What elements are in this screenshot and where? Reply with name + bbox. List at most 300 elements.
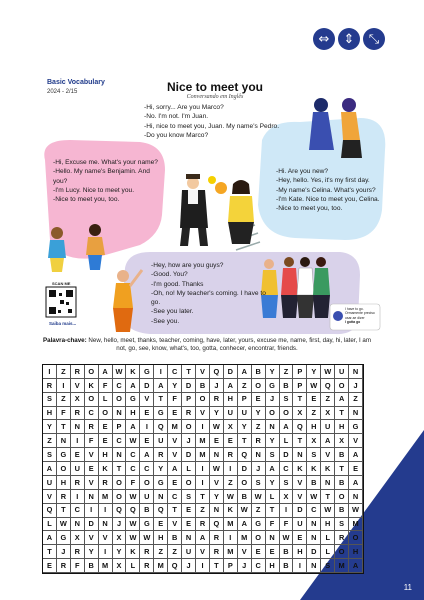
word-search-cell[interactable]: B — [280, 559, 294, 573]
word-search-cell[interactable]: G — [349, 420, 363, 434]
word-search-cell[interactable]: W — [224, 490, 238, 504]
word-search-cell[interactable]: Z — [280, 365, 294, 379]
word-search-cell[interactable]: S — [307, 448, 321, 462]
word-search-cell[interactable]: S — [280, 393, 294, 407]
word-search-cell[interactable]: A — [126, 379, 140, 393]
word-search-cell[interactable]: D — [182, 379, 196, 393]
word-search-cell[interactable]: P — [113, 420, 127, 434]
word-search-cell[interactable]: W — [140, 531, 154, 545]
word-search-cell[interactable]: J — [182, 559, 196, 573]
word-search-cell[interactable]: A — [140, 448, 154, 462]
word-search-cell[interactable]: O — [113, 393, 127, 407]
word-search-cell[interactable]: F — [85, 434, 99, 448]
word-search-cell[interactable]: A — [238, 365, 252, 379]
word-search-cell[interactable]: B — [280, 379, 294, 393]
word-search-cell[interactable]: L — [99, 393, 113, 407]
word-search-cell[interactable]: V — [85, 531, 99, 545]
word-search-cell[interactable]: Z — [349, 393, 363, 407]
word-search-cell[interactable]: Y — [43, 420, 57, 434]
word-search-cell[interactable]: Q — [293, 420, 307, 434]
word-search-cell[interactable]: P — [238, 393, 252, 407]
word-search-cell[interactable]: N — [182, 531, 196, 545]
word-search-cell[interactable]: W — [126, 531, 140, 545]
word-search-cell[interactable]: A — [266, 462, 280, 476]
word-search-cell[interactable]: V — [43, 490, 57, 504]
word-search-cell[interactable]: R — [224, 448, 238, 462]
word-search-cell[interactable]: T — [113, 462, 127, 476]
word-search-cell[interactable]: E — [168, 407, 182, 421]
word-search-cell[interactable]: A — [349, 448, 363, 462]
word-search-cell[interactable]: O — [252, 531, 266, 545]
word-search-cell[interactable]: J — [57, 545, 71, 559]
word-search-cell[interactable]: X — [224, 420, 238, 434]
word-search-cell[interactable]: B — [335, 476, 349, 490]
word-search-cell[interactable]: E — [140, 407, 154, 421]
word-search-cell[interactable]: A — [335, 393, 349, 407]
word-search-cell[interactable]: K — [126, 365, 140, 379]
word-search-cell[interactable]: Y — [238, 420, 252, 434]
word-search-cell[interactable]: K — [321, 462, 335, 476]
word-search-cell[interactable]: D — [293, 504, 307, 518]
word-search-cell[interactable]: T — [238, 434, 252, 448]
word-search-cell[interactable]: U — [321, 420, 335, 434]
word-search-cell[interactable]: A — [43, 462, 57, 476]
word-search-cell[interactable]: A — [196, 531, 210, 545]
word-search-cell[interactable]: I — [196, 462, 210, 476]
word-search-cell[interactable]: W — [210, 462, 224, 476]
word-search-cell[interactable]: R — [85, 420, 99, 434]
word-search-cell[interactable]: T — [266, 504, 280, 518]
word-search-cell[interactable]: U — [293, 518, 307, 532]
word-search-cell[interactable]: B — [85, 559, 99, 573]
word-search-cell[interactable]: M — [99, 490, 113, 504]
word-search-cell[interactable]: I — [293, 559, 307, 573]
word-search-cell[interactable]: W — [321, 365, 335, 379]
word-search-cell[interactable]: V — [293, 476, 307, 490]
diagonal-arrow-icon[interactable]: ⤡ — [363, 28, 385, 50]
word-search-cell[interactable]: C — [280, 462, 294, 476]
word-search-cell[interactable]: R — [57, 559, 71, 573]
word-search-cell[interactable]: W — [126, 434, 140, 448]
word-search-cell[interactable]: R — [182, 407, 196, 421]
word-search-cell[interactable]: D — [307, 545, 321, 559]
word-search-cell[interactable]: N — [266, 531, 280, 545]
word-search-cell[interactable]: B — [335, 448, 349, 462]
word-search-cell[interactable]: T — [57, 504, 71, 518]
word-search-cell[interactable]: C — [126, 462, 140, 476]
word-search-cell[interactable]: N — [85, 490, 99, 504]
up-down-arrow-icon[interactable]: ⇕ — [338, 28, 360, 50]
word-search-cell[interactable]: Q — [154, 420, 168, 434]
word-search-cell[interactable]: U — [154, 434, 168, 448]
word-search-cell[interactable]: D — [85, 518, 99, 532]
word-search-cell[interactable]: I — [43, 365, 57, 379]
word-search-cell[interactable]: G — [252, 518, 266, 532]
word-search-cell[interactable]: P — [224, 559, 238, 573]
word-search-cell[interactable]: C — [71, 504, 85, 518]
word-search-cell[interactable]: E — [154, 518, 168, 532]
word-search-cell[interactable]: R — [43, 379, 57, 393]
word-search-cell[interactable]: Z — [252, 420, 266, 434]
word-search-cell[interactable]: U — [238, 407, 252, 421]
word-search-cell[interactable]: N — [293, 448, 307, 462]
word-search-cell[interactable]: N — [210, 448, 224, 462]
word-search-cell[interactable]: Q — [113, 504, 127, 518]
word-search-cell[interactable]: T — [182, 365, 196, 379]
word-search-cell[interactable]: A — [99, 365, 113, 379]
word-search-cell[interactable]: O — [335, 490, 349, 504]
word-search-cell[interactable]: D — [224, 365, 238, 379]
word-search-cell[interactable]: Y — [85, 545, 99, 559]
word-search-cell[interactable]: I — [224, 462, 238, 476]
word-search-cell[interactable]: I — [196, 420, 210, 434]
word-search-cell[interactable]: V — [349, 434, 363, 448]
word-search-cell[interactable]: T — [154, 393, 168, 407]
word-search-cell[interactable]: A — [43, 531, 57, 545]
word-search-cell[interactable]: E — [224, 434, 238, 448]
word-search-cell[interactable]: R — [210, 531, 224, 545]
word-search-cell[interactable]: V — [168, 448, 182, 462]
word-search-cell[interactable]: J — [266, 393, 280, 407]
word-search-cell[interactable]: T — [196, 490, 210, 504]
word-search-cell[interactable]: O — [335, 545, 349, 559]
word-search-cell[interactable]: V — [321, 448, 335, 462]
word-search-cell[interactable]: Z — [252, 504, 266, 518]
word-search-cell[interactable]: B — [307, 476, 321, 490]
word-search-cell[interactable]: C — [113, 434, 127, 448]
word-search-cell[interactable]: V — [238, 545, 252, 559]
word-search-cell[interactable]: Y — [210, 407, 224, 421]
word-search-cell[interactable]: A — [321, 434, 335, 448]
word-search-cell[interactable]: H — [266, 559, 280, 573]
word-search-cell[interactable]: G — [57, 531, 71, 545]
word-search-cell[interactable]: Z — [196, 504, 210, 518]
word-search-cell[interactable]: U — [140, 490, 154, 504]
word-search-cell[interactable]: U — [335, 365, 349, 379]
word-search-cell[interactable]: O — [85, 393, 99, 407]
word-search-cell[interactable]: E — [99, 420, 113, 434]
word-search-cell[interactable]: N — [349, 490, 363, 504]
word-search-cell[interactable]: C — [307, 504, 321, 518]
qr-caption[interactable]: Saiba mais... — [49, 321, 77, 326]
word-search-cell[interactable]: O — [335, 379, 349, 393]
word-search-cell[interactable]: Z — [154, 545, 168, 559]
word-search-cell[interactable]: R — [140, 559, 154, 573]
word-search-cell[interactable]: V — [210, 476, 224, 490]
word-search-cell[interactable]: R — [210, 545, 224, 559]
word-search-cell[interactable]: G — [154, 407, 168, 421]
word-search-cell[interactable]: V — [99, 531, 113, 545]
word-search-cell[interactable]: O — [57, 462, 71, 476]
word-search-cell[interactable]: Q — [168, 559, 182, 573]
word-search-cell[interactable]: H — [57, 476, 71, 490]
word-search-cell[interactable]: T — [57, 420, 71, 434]
word-search-cell[interactable]: N — [266, 420, 280, 434]
word-search-cell[interactable]: T — [210, 559, 224, 573]
word-search-cell[interactable]: U — [182, 545, 196, 559]
word-search-cell[interactable]: T — [168, 504, 182, 518]
word-search-cell[interactable]: F — [57, 407, 71, 421]
word-search-cell[interactable]: V — [196, 407, 210, 421]
word-search-cell[interactable]: X — [321, 407, 335, 421]
word-search-cell[interactable]: Y — [307, 365, 321, 379]
word-search-cell[interactable]: A — [224, 379, 238, 393]
word-search-cell[interactable]: V — [293, 490, 307, 504]
word-search-cell[interactable]: T — [335, 462, 349, 476]
left-right-arrow-icon[interactable]: ⇔ — [313, 28, 335, 50]
word-search-cell[interactable]: N — [321, 476, 335, 490]
word-search-cell[interactable]: B — [168, 531, 182, 545]
word-search-cell[interactable]: O — [349, 531, 363, 545]
word-search-cell[interactable]: U — [43, 476, 57, 490]
word-search-cell[interactable]: O — [85, 365, 99, 379]
word-search-cell[interactable]: W — [113, 365, 127, 379]
word-search-cell[interactable]: I — [71, 434, 85, 448]
word-search-cell[interactable]: O — [238, 476, 252, 490]
word-search-cell[interactable]: R — [210, 393, 224, 407]
word-search-cell[interactable]: I — [140, 420, 154, 434]
word-search-cell[interactable]: S — [182, 490, 196, 504]
word-search-cell[interactable]: E — [182, 504, 196, 518]
word-search-cell[interactable]: Z — [43, 434, 57, 448]
word-search-cell[interactable]: V — [168, 518, 182, 532]
word-search-cell[interactable]: L — [266, 490, 280, 504]
word-search-cell[interactable]: N — [154, 490, 168, 504]
word-search-cell[interactable]: W — [280, 531, 294, 545]
word-search-cell[interactable]: W — [126, 490, 140, 504]
word-search-cell[interactable]: T — [335, 407, 349, 421]
word-search-cell[interactable]: R — [71, 476, 85, 490]
word-search-cell[interactable]: N — [349, 365, 363, 379]
word-search-cell[interactable]: W — [307, 490, 321, 504]
word-search-cell[interactable]: X — [280, 490, 294, 504]
word-search-cell[interactable]: F — [266, 518, 280, 532]
word-search-cell[interactable]: J — [252, 462, 266, 476]
word-search-cell[interactable]: I — [99, 504, 113, 518]
word-search-cell[interactable]: M — [349, 518, 363, 532]
word-search-cell[interactable]: Y — [266, 434, 280, 448]
word-search-cell[interactable]: M — [196, 434, 210, 448]
word-search-cell[interactable]: X — [113, 559, 127, 573]
word-search-cell[interactable]: C — [85, 407, 99, 421]
word-search-cell[interactable]: G — [140, 518, 154, 532]
word-search-cell[interactable]: V — [196, 365, 210, 379]
word-search-cell[interactable]: K — [224, 504, 238, 518]
word-search-cell[interactable]: H — [99, 448, 113, 462]
word-search-cell[interactable]: W — [210, 420, 224, 434]
word-search-cell[interactable]: G — [140, 365, 154, 379]
word-search-cell[interactable]: R — [196, 518, 210, 532]
word-search-cell[interactable]: E — [168, 476, 182, 490]
word-search-cell[interactable]: Y — [266, 476, 280, 490]
word-search-cell[interactable]: B — [335, 504, 349, 518]
word-search-cell[interactable]: O — [182, 476, 196, 490]
word-search-cell[interactable]: M — [335, 559, 349, 573]
word-search-cell[interactable]: S — [43, 393, 57, 407]
word-search-cell[interactable]: H — [43, 407, 57, 421]
word-search-cell[interactable]: O — [113, 476, 127, 490]
word-search-cell[interactable]: H — [126, 407, 140, 421]
word-search-cell[interactable]: H — [154, 531, 168, 545]
word-search-cell[interactable]: N — [113, 448, 127, 462]
word-search-cell[interactable]: V — [85, 476, 99, 490]
word-search-cell[interactable]: C — [113, 379, 127, 393]
word-search-cell[interactable]: E — [252, 393, 266, 407]
word-search-cell[interactable]: V — [140, 393, 154, 407]
word-search-cell[interactable]: R — [99, 476, 113, 490]
word-search-cell[interactable]: D — [140, 379, 154, 393]
word-search-cell[interactable]: F — [99, 379, 113, 393]
word-search-cell[interactable]: B — [196, 379, 210, 393]
word-search-cell[interactable]: M — [168, 420, 182, 434]
word-search-cell[interactable]: M — [224, 518, 238, 532]
word-search-cell[interactable]: T — [293, 434, 307, 448]
word-search-cell[interactable]: Y — [154, 462, 168, 476]
word-search-cell[interactable]: O — [266, 407, 280, 421]
word-search-cell[interactable]: H — [321, 518, 335, 532]
word-search-cell[interactable]: W — [126, 518, 140, 532]
word-search-cell[interactable]: C — [126, 448, 140, 462]
word-search-cell[interactable]: D — [182, 448, 196, 462]
word-search-cell[interactable]: U — [224, 407, 238, 421]
word-search-cell[interactable]: H — [335, 420, 349, 434]
word-search-cell[interactable]: A — [154, 379, 168, 393]
word-search-cell[interactable]: J — [210, 379, 224, 393]
word-search-cell[interactable]: P — [293, 379, 307, 393]
word-search-cell[interactable]: A — [238, 518, 252, 532]
word-search-cell[interactable]: N — [307, 559, 321, 573]
word-search-cell[interactable]: M — [224, 545, 238, 559]
word-search-cell[interactable]: E — [349, 462, 363, 476]
word-search-cell[interactable]: R — [57, 490, 71, 504]
word-search-cell[interactable]: H — [224, 393, 238, 407]
word-search-cell[interactable]: E — [252, 545, 266, 559]
word-search-cell[interactable]: B — [252, 365, 266, 379]
word-search-cell[interactable]: E — [307, 393, 321, 407]
word-search-cell[interactable]: K — [99, 462, 113, 476]
word-search-cell[interactable]: L — [182, 462, 196, 476]
word-search-cell[interactable]: S — [266, 448, 280, 462]
word-search-cell[interactable]: Z — [307, 407, 321, 421]
word-search-cell[interactable]: J — [113, 518, 127, 532]
word-search-cell[interactable]: E — [266, 545, 280, 559]
word-search-cell[interactable]: I — [196, 559, 210, 573]
word-search-cell[interactable]: K — [126, 545, 140, 559]
word-search-cell[interactable]: W — [307, 379, 321, 393]
word-search-cell[interactable]: X — [71, 393, 85, 407]
word-search-cell[interactable]: G — [266, 379, 280, 393]
word-search-cell[interactable]: S — [43, 448, 57, 462]
word-search-cell[interactable]: Q — [321, 379, 335, 393]
word-search-cell[interactable]: A — [349, 559, 363, 573]
word-search-cell[interactable]: Q — [126, 504, 140, 518]
word-search-cell[interactable]: Q — [43, 504, 57, 518]
word-search-cell[interactable]: V — [85, 448, 99, 462]
word-search-cell[interactable]: Q — [210, 518, 224, 532]
word-search-cell[interactable]: N — [349, 407, 363, 421]
word-search-cell[interactable]: W — [57, 518, 71, 532]
word-search-cell[interactable]: J — [182, 434, 196, 448]
word-search-cell[interactable]: K — [307, 462, 321, 476]
word-search-cell[interactable]: Q — [210, 365, 224, 379]
word-search-cell[interactable]: N — [71, 518, 85, 532]
word-search-cell[interactable]: O — [113, 490, 127, 504]
word-search-cell[interactable]: A — [280, 420, 294, 434]
word-search-cell[interactable]: N — [307, 518, 321, 532]
word-search-cell[interactable]: O — [280, 407, 294, 421]
word-search-cell[interactable]: E — [99, 434, 113, 448]
word-search-cell[interactable]: W — [252, 490, 266, 504]
word-search-cell[interactable]: I — [85, 504, 99, 518]
word-search-cell[interactable]: M — [154, 559, 168, 573]
word-search-cell[interactable]: S — [252, 476, 266, 490]
word-search-cell[interactable]: L — [126, 559, 140, 573]
word-search-cell[interactable]: Q — [154, 504, 168, 518]
word-search-cell[interactable]: Z — [57, 393, 71, 407]
word-search-cell[interactable]: R — [335, 531, 349, 545]
word-search-cell[interactable]: I — [71, 490, 85, 504]
word-search-cell[interactable]: C — [168, 490, 182, 504]
word-search-cell[interactable]: Y — [266, 365, 280, 379]
word-search-cell[interactable]: B — [280, 545, 294, 559]
word-search-cell[interactable]: B — [140, 504, 154, 518]
word-search-cell[interactable]: S — [321, 559, 335, 573]
word-search-cell[interactable]: N — [99, 518, 113, 532]
word-search-cell[interactable]: F — [126, 476, 140, 490]
word-search-cell[interactable]: W — [349, 504, 363, 518]
word-search-cell[interactable]: U — [71, 462, 85, 476]
word-search-cell[interactable]: F — [168, 393, 182, 407]
word-search-cell[interactable]: V — [196, 545, 210, 559]
word-search-cell[interactable]: T — [293, 393, 307, 407]
word-search-cell[interactable]: Z — [168, 545, 182, 559]
word-search-cell[interactable]: N — [113, 407, 127, 421]
word-search-cell[interactable]: W — [238, 504, 252, 518]
word-search-cell[interactable]: O — [196, 393, 210, 407]
word-search-cell[interactable]: I — [280, 504, 294, 518]
word-search-cell[interactable]: O — [182, 420, 196, 434]
word-search-cell[interactable]: I — [196, 476, 210, 490]
word-search-cell[interactable]: O — [140, 476, 154, 490]
word-search-cell[interactable]: E — [85, 462, 99, 476]
word-search-cell[interactable]: I — [154, 365, 168, 379]
word-search-cell[interactable]: K — [293, 462, 307, 476]
word-search-cell[interactable]: S — [280, 476, 294, 490]
word-search-cell[interactable]: B — [238, 490, 252, 504]
word-search-cell[interactable]: F — [280, 518, 294, 532]
word-search-cell[interactable]: A — [168, 462, 182, 476]
word-search-cell[interactable]: I — [224, 531, 238, 545]
word-search-cell[interactable]: I — [99, 545, 113, 559]
word-search-cell[interactable]: M — [196, 448, 210, 462]
word-search-cell[interactable]: J — [349, 379, 363, 393]
word-search-cell[interactable]: T — [43, 545, 57, 559]
word-search-cell[interactable]: R — [71, 407, 85, 421]
word-search-cell[interactable]: V — [168, 434, 182, 448]
word-search-cell[interactable]: H — [293, 545, 307, 559]
word-search-cell[interactable]: D — [238, 462, 252, 476]
word-search-cell[interactable]: L — [43, 518, 57, 532]
word-search-cell[interactable]: C — [140, 462, 154, 476]
word-search-cell[interactable]: C — [252, 559, 266, 573]
word-search-cell[interactable]: N — [71, 420, 85, 434]
word-search-cell[interactable]: X — [293, 407, 307, 421]
word-search-grid[interactable] — [42, 364, 364, 574]
word-search-cell[interactable]: H — [307, 420, 321, 434]
word-search-cell[interactable]: Z — [57, 365, 71, 379]
word-search-cell[interactable]: L — [321, 545, 335, 559]
word-search-cell[interactable]: A — [349, 476, 363, 490]
